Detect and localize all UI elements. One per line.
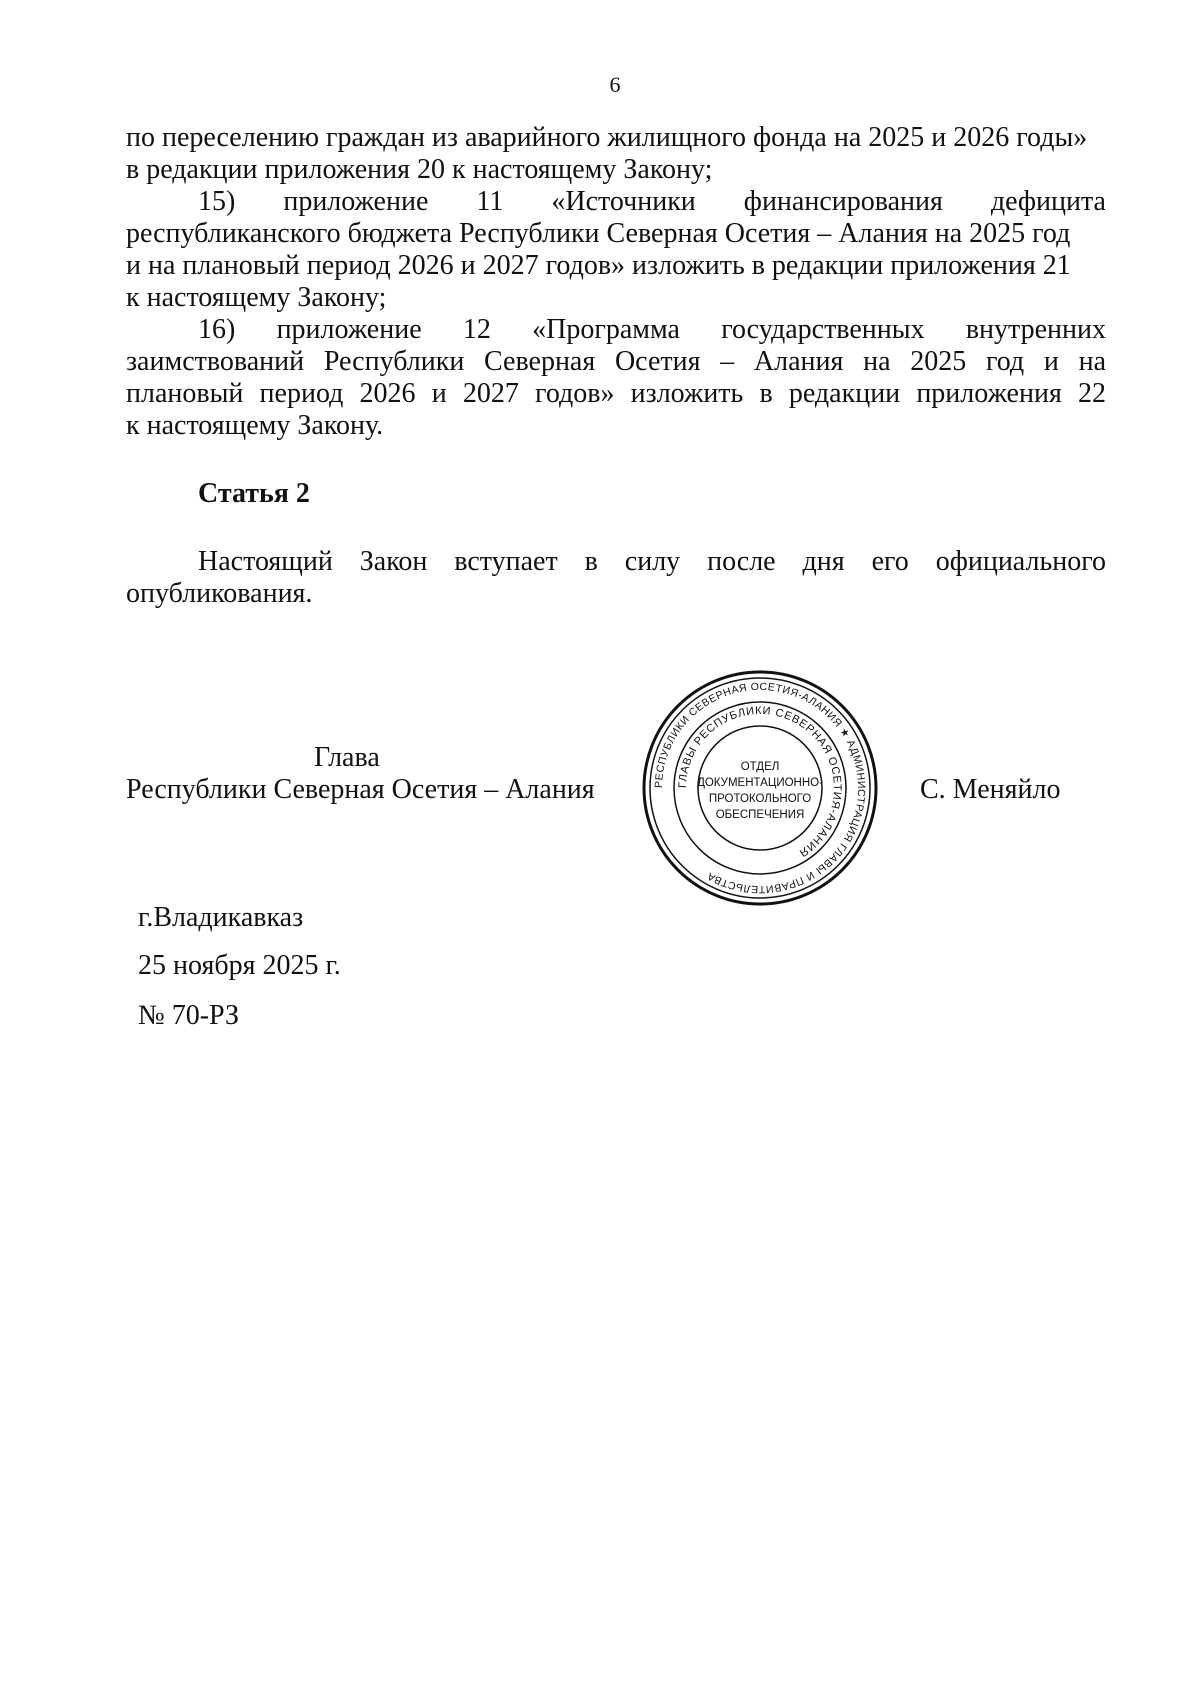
text-line: к настоящему Закону;	[126, 282, 387, 313]
signer-name: С. Меняйло	[920, 774, 1061, 805]
article-2-body	[126, 546, 1106, 610]
list-item-16-first-line: 16) приложение 12 «Программа государственных внутренних	[198, 314, 1106, 345]
signature-title-line1: Глава	[314, 742, 380, 773]
text-line: к настоящему Закону.	[126, 410, 384, 441]
text-line: плановый период 2026 и 2027 годов» изложить в редакции приложения 22	[126, 378, 1106, 409]
official-seal-stamp	[640, 668, 880, 908]
document-body	[126, 122, 1106, 442]
issue-date: 25 ноября 2025 г.	[138, 950, 341, 981]
law-number: № 70-РЗ	[138, 1000, 239, 1031]
stamp-outer-text: РЕСПУБЛИКИ СЕВЕРНАЯ ОСЕТИЯ-АЛАНИЯ ★ АДМИНИСТРАЦИЯ ГЛАВЫ И ПРАВИТЕЛЬСТВА	[652, 680, 868, 896]
stamp-center-line: ПРОТОКОЛЬНОГО	[708, 793, 812, 805]
issue-city: г.Владикавказ	[138, 902, 304, 933]
page-number: 6	[609, 72, 621, 97]
text-line: по переселению граждан из аварийного жилищного фонда на 2025 и 2026 годы»	[126, 122, 1088, 153]
article-2-first-line: Настоящий Закон вступает в силу после дня его официального	[198, 546, 1106, 577]
article-title: Статья 2	[198, 478, 310, 509]
text-line: и на плановый период 2026 и 2027 годов» изложить в редакции приложения 21	[126, 250, 1071, 281]
stamp-center-line: ДОКУМЕНТАЦИОННО-	[697, 777, 823, 789]
text-line: республиканского бюджета Республики Северная Осетия – Алания на 2025 год	[126, 218, 1071, 249]
signature-title-line2: Республики Северная Осетия – Алания	[126, 774, 595, 805]
text-line: в редакции приложения 20 к настоящему Закону;	[126, 154, 713, 185]
article-2-last-line: опубликования.	[126, 578, 313, 609]
stamp-inner-text: ГЛАВЫ РЕСПУБЛИКИ СЕВЕРНАЯ ОСЕТИЯ-АЛАНИЯ	[676, 704, 844, 860]
text-line: заимствований Республики Северная Осетия – Алания на 2025 год и на	[126, 346, 1106, 377]
stamp-center-line: ОБЕСПЕЧЕНИЯ	[715, 809, 805, 821]
stamp-center-line: ОТДЕЛ	[740, 761, 780, 773]
list-item-15-first-line: 15) приложение 11 «Источники финансирования дефицита	[198, 186, 1106, 217]
